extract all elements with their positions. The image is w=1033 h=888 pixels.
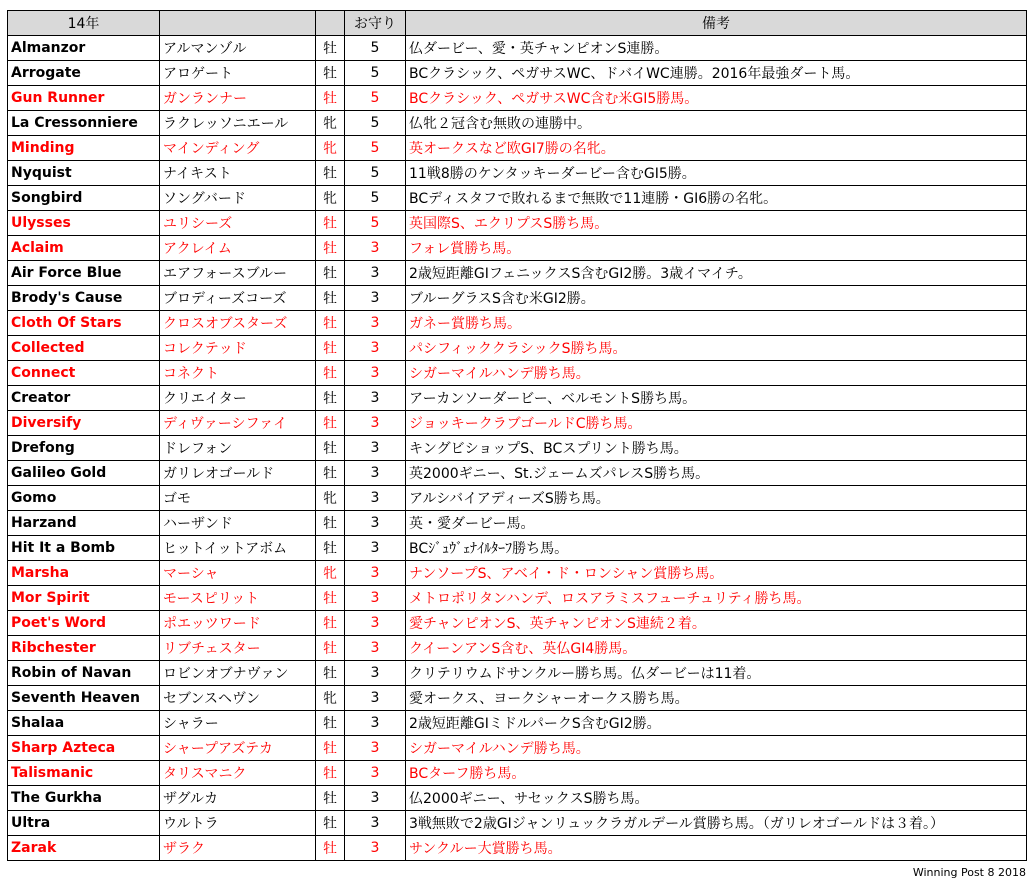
table-row bbox=[8, 261, 1027, 286]
horse-english-name: Songbird bbox=[8, 186, 160, 211]
horse-note: 英オークスなど欧GⅠ7勝の名牝。 bbox=[406, 136, 1027, 161]
table-row bbox=[8, 311, 1027, 336]
horse-japanese-name: ドレフォン bbox=[160, 436, 316, 461]
horse-sex: 牡 bbox=[316, 436, 345, 461]
omamori-value: 3 bbox=[345, 736, 406, 761]
omamori-value: 3 bbox=[345, 286, 406, 311]
omamori-value: 3 bbox=[345, 261, 406, 286]
horse-english-name: Minding bbox=[8, 136, 160, 161]
table-row bbox=[8, 511, 1027, 536]
horse-sex: 牡 bbox=[316, 761, 345, 786]
table-row bbox=[8, 836, 1027, 861]
horse-english-name: Sharp Azteca bbox=[8, 736, 160, 761]
table-row bbox=[8, 661, 1027, 686]
horse-japanese-name: ラクレッソニエール bbox=[160, 111, 316, 136]
horse-japanese-name: シャラー bbox=[160, 711, 316, 736]
horse-sex: 牡 bbox=[316, 611, 345, 636]
horse-sex: 牡 bbox=[316, 161, 345, 186]
omamori-value: 3 bbox=[345, 661, 406, 686]
horse-note: 英2000ギニー、St.ジェームズパレスS勝ち馬。 bbox=[406, 461, 1027, 486]
table-row bbox=[8, 586, 1027, 611]
horse-english-name: Hit It a Bomb bbox=[8, 536, 160, 561]
horse-japanese-name: アルマンゾル bbox=[160, 36, 316, 61]
horse-sex: 牡 bbox=[316, 286, 345, 311]
omamori-value: 3 bbox=[345, 536, 406, 561]
omamori-value: 3 bbox=[345, 786, 406, 811]
omamori-value: 3 bbox=[345, 436, 406, 461]
horse-sex: 牝 bbox=[316, 486, 345, 511]
horse-note: フォレ賞勝ち馬。 bbox=[406, 236, 1027, 261]
horse-sex: 牝 bbox=[316, 561, 345, 586]
omamori-value: 3 bbox=[345, 511, 406, 536]
horse-english-name: Diversify bbox=[8, 411, 160, 436]
omamori-value: 3 bbox=[345, 561, 406, 586]
table-row bbox=[8, 761, 1027, 786]
horse-english-name: Harzand bbox=[8, 511, 160, 536]
horse-note: パシフィッククラシックS勝ち馬。 bbox=[406, 336, 1027, 361]
omamori-value: 3 bbox=[345, 761, 406, 786]
table-row bbox=[8, 486, 1027, 511]
horse-english-name: Nyquist bbox=[8, 161, 160, 186]
horse-sex: 牡 bbox=[316, 211, 345, 236]
horse-english-name: Air Force Blue bbox=[8, 261, 160, 286]
horse-note: サンクルー大賞勝ち馬。 bbox=[406, 836, 1027, 861]
horse-japanese-name: クロスオブスターズ bbox=[160, 311, 316, 336]
horse-japanese-name: ヒットイットアボム bbox=[160, 536, 316, 561]
horse-english-name: Shalaa bbox=[8, 711, 160, 736]
table-row bbox=[8, 36, 1027, 61]
horse-english-name: Ribchester bbox=[8, 636, 160, 661]
horse-japanese-name: リブチェスター bbox=[160, 636, 316, 661]
horse-sex: 牡 bbox=[316, 61, 345, 86]
horse-note: 仏2000ギニー、サセックスS勝ち馬。 bbox=[406, 786, 1027, 811]
horse-note: 11戦8勝のケンタッキーダービー含むGⅠ5勝。 bbox=[406, 161, 1027, 186]
horse-note: ガネー賞勝ち馬。 bbox=[406, 311, 1027, 336]
horse-english-name: Robin of Navan bbox=[8, 661, 160, 686]
horse-english-name: Brody's Cause bbox=[8, 286, 160, 311]
credit-text: Winning Post 8 2018 bbox=[912, 866, 1026, 879]
table-body bbox=[8, 36, 1027, 861]
table-row bbox=[8, 686, 1027, 711]
table-row bbox=[8, 161, 1027, 186]
horse-sex: 牡 bbox=[316, 261, 345, 286]
horse-note: BCターフ勝ち馬。 bbox=[406, 761, 1027, 786]
horse-note: 仏ダービー、愛・英チャンピオンS連勝。 bbox=[406, 36, 1027, 61]
horse-english-name: Zarak bbox=[8, 836, 160, 861]
table-row bbox=[8, 611, 1027, 636]
horse-sex: 牝 bbox=[316, 111, 345, 136]
horse-sex: 牝 bbox=[316, 686, 345, 711]
horse-english-name: La Cressonniere bbox=[8, 111, 160, 136]
horse-japanese-name: エアフォースブルー bbox=[160, 261, 316, 286]
omamori-value: 3 bbox=[345, 486, 406, 511]
horse-sex: 牡 bbox=[316, 511, 345, 536]
horse-sex: 牡 bbox=[316, 86, 345, 111]
horse-japanese-name: ソングバード bbox=[160, 186, 316, 211]
horse-japanese-name: マーシャ bbox=[160, 561, 316, 586]
horse-note: ブルーグラスS含む米GⅠ2勝。 bbox=[406, 286, 1027, 311]
horse-japanese-name: ハーザンド bbox=[160, 511, 316, 536]
horse-note: 仏牝２冠含む無敗の連勝中。 bbox=[406, 111, 1027, 136]
horse-note: シガーマイルハンデ勝ち馬。 bbox=[406, 361, 1027, 386]
horse-table bbox=[7, 10, 1027, 861]
horse-english-name: Aclaim bbox=[8, 236, 160, 261]
horse-japanese-name: ナイキスト bbox=[160, 161, 316, 186]
horse-note: メトロポリタンハンデ、ロスアラミスフューチュリティ勝ち馬。 bbox=[406, 586, 1027, 611]
horse-english-name: Collected bbox=[8, 336, 160, 361]
horse-japanese-name: シャープアズテカ bbox=[160, 736, 316, 761]
horse-sex: 牡 bbox=[316, 811, 345, 836]
horse-sex: 牡 bbox=[316, 661, 345, 686]
horse-japanese-name: コネクト bbox=[160, 361, 316, 386]
horse-note: BCｼﾞｭｳﾞｪﾅｲﾙﾀｰﾌ勝ち馬。 bbox=[406, 536, 1027, 561]
table-row bbox=[8, 711, 1027, 736]
horse-english-name: Talismanic bbox=[8, 761, 160, 786]
horse-note: ナンソープS、アベイ・ド・ロンシャン賞勝ち馬。 bbox=[406, 561, 1027, 586]
horse-sex: 牡 bbox=[316, 236, 345, 261]
horse-japanese-name: マインディング bbox=[160, 136, 316, 161]
horse-english-name: Mor Spirit bbox=[8, 586, 160, 611]
horse-english-name: Connect bbox=[8, 361, 160, 386]
horse-japanese-name: ロビンオブナヴァン bbox=[160, 661, 316, 686]
table-row bbox=[8, 636, 1027, 661]
horse-english-name: Galileo Gold bbox=[8, 461, 160, 486]
horse-sex: 牡 bbox=[316, 311, 345, 336]
horse-sex: 牡 bbox=[316, 411, 345, 436]
horse-sex: 牡 bbox=[316, 836, 345, 861]
horse-english-name: Gun Runner bbox=[8, 86, 160, 111]
horse-japanese-name: タリスマニク bbox=[160, 761, 316, 786]
header-row bbox=[8, 11, 1027, 36]
horse-english-name: Seventh Heaven bbox=[8, 686, 160, 711]
horse-sex: 牡 bbox=[316, 586, 345, 611]
table-row bbox=[8, 336, 1027, 361]
horse-sex: 牝 bbox=[316, 186, 345, 211]
horse-note: ジョッキークラブゴールドC勝ち馬。 bbox=[406, 411, 1027, 436]
omamori-value: 3 bbox=[345, 811, 406, 836]
horse-japanese-name: ゴモ bbox=[160, 486, 316, 511]
horse-japanese-name: ユリシーズ bbox=[160, 211, 316, 236]
horse-sex: 牡 bbox=[316, 386, 345, 411]
horse-note: 英国際S、エクリプスS勝ち馬。 bbox=[406, 211, 1027, 236]
omamori-value: 3 bbox=[345, 836, 406, 861]
horse-english-name: Ultra bbox=[8, 811, 160, 836]
horse-sex: 牡 bbox=[316, 36, 345, 61]
horse-sex: 牡 bbox=[316, 711, 345, 736]
horse-note: BCクラシック、ペガサスWC含む米GⅠ5勝馬。 bbox=[406, 86, 1027, 111]
horse-japanese-name: ポエッツワード bbox=[160, 611, 316, 636]
horse-note: キングビショップS、BCスプリント勝ち馬。 bbox=[406, 436, 1027, 461]
omamori-value: 5 bbox=[345, 36, 406, 61]
horse-note: 愛オークス、ヨークシャーオークス勝ち馬。 bbox=[406, 686, 1027, 711]
table-row bbox=[8, 461, 1027, 486]
omamori-value: 3 bbox=[345, 686, 406, 711]
omamori-value: 3 bbox=[345, 361, 406, 386]
horse-note: 3戦無敗で2歳GⅠジャンリュックラガルデール賞勝ち馬。（ガリレオゴールドは３着。） bbox=[406, 811, 1027, 836]
horse-note: シガーマイルハンデ勝ち馬。 bbox=[406, 736, 1027, 761]
horse-english-name: Arrogate bbox=[8, 61, 160, 86]
omamori-value: 5 bbox=[345, 136, 406, 161]
horse-sex: 牡 bbox=[316, 786, 345, 811]
omamori-value: 3 bbox=[345, 461, 406, 486]
horse-english-name: Ulysses bbox=[8, 211, 160, 236]
horse-japanese-name: ガンランナー bbox=[160, 86, 316, 111]
omamori-value: 3 bbox=[345, 336, 406, 361]
header-notes: 備考 bbox=[406, 11, 1027, 36]
horse-english-name: Almanzor bbox=[8, 36, 160, 61]
horse-japanese-name: アロゲート bbox=[160, 61, 316, 86]
omamori-value: 3 bbox=[345, 711, 406, 736]
horse-sex: 牝 bbox=[316, 136, 345, 161]
horse-english-name: Creator bbox=[8, 386, 160, 411]
horse-english-name: Cloth Of Stars bbox=[8, 311, 160, 336]
horse-japanese-name: ガリレオゴールド bbox=[160, 461, 316, 486]
horse-note: 2歳短距離GⅠミドルパークS含むGⅠ2勝。 bbox=[406, 711, 1027, 736]
omamori-value: 5 bbox=[345, 186, 406, 211]
horse-japanese-name: モースピリット bbox=[160, 586, 316, 611]
header-omamori: お守り bbox=[345, 11, 406, 36]
omamori-value: 3 bbox=[345, 386, 406, 411]
table-row bbox=[8, 111, 1027, 136]
omamori-value: 3 bbox=[345, 636, 406, 661]
omamori-value: 3 bbox=[345, 236, 406, 261]
horse-note: 愛チャンピオンS、英チャンピオンS連続２着。 bbox=[406, 611, 1027, 636]
horse-note: BCクラシック、ペガサスWC、ドバイWC連勝。2016年最強ダート馬。 bbox=[406, 61, 1027, 86]
horse-english-name: Marsha bbox=[8, 561, 160, 586]
omamori-value: 5 bbox=[345, 61, 406, 86]
horse-note: アルシバイアディーズS勝ち馬。 bbox=[406, 486, 1027, 511]
horse-japanese-name: コレクテッド bbox=[160, 336, 316, 361]
horse-japanese-name: ブロディーズコーズ bbox=[160, 286, 316, 311]
horse-sex: 牡 bbox=[316, 361, 345, 386]
table-row bbox=[8, 536, 1027, 561]
horse-sex: 牡 bbox=[316, 461, 345, 486]
table-row bbox=[8, 436, 1027, 461]
omamori-value: 5 bbox=[345, 111, 406, 136]
horse-sex: 牡 bbox=[316, 736, 345, 761]
horse-note: 2歳短距離GⅠフェニックスS含むGⅠ2勝。3歳イマイチ。 bbox=[406, 261, 1027, 286]
horse-note: クイーンアンS含む、英仏GⅠ4勝馬。 bbox=[406, 636, 1027, 661]
table-row bbox=[8, 61, 1027, 86]
horse-japanese-name: ザグルカ bbox=[160, 786, 316, 811]
omamori-value: 3 bbox=[345, 611, 406, 636]
horse-japanese-name: ウルトラ bbox=[160, 811, 316, 836]
table-row bbox=[8, 811, 1027, 836]
header-sex bbox=[316, 11, 345, 36]
horse-japanese-name: アクレイム bbox=[160, 236, 316, 261]
omamori-value: 5 bbox=[345, 161, 406, 186]
horse-japanese-name: ザラク bbox=[160, 836, 316, 861]
horse-note: 英・愛ダービー馬。 bbox=[406, 511, 1027, 536]
omamori-value: 5 bbox=[345, 211, 406, 236]
horse-english-name: Gomo bbox=[8, 486, 160, 511]
header-year: 14年 bbox=[8, 11, 160, 36]
table-row bbox=[8, 561, 1027, 586]
table-row bbox=[8, 411, 1027, 436]
table-row bbox=[8, 236, 1027, 261]
table-row bbox=[8, 361, 1027, 386]
omamori-value: 3 bbox=[345, 411, 406, 436]
table-row bbox=[8, 386, 1027, 411]
horse-english-name: Drefong bbox=[8, 436, 160, 461]
horse-japanese-name: クリエイター bbox=[160, 386, 316, 411]
table-row bbox=[8, 136, 1027, 161]
horse-english-name: Poet's Word bbox=[8, 611, 160, 636]
table-row bbox=[8, 211, 1027, 236]
table-row bbox=[8, 736, 1027, 761]
horse-sex: 牡 bbox=[316, 536, 345, 561]
horse-note: BCディスタフで敗れるまで無敗で11連勝・GⅠ6勝の名牝。 bbox=[406, 186, 1027, 211]
horse-note: アーカンソーダービー、ベルモントS勝ち馬。 bbox=[406, 386, 1027, 411]
table-row bbox=[8, 86, 1027, 111]
horse-japanese-name: セブンスヘヴン bbox=[160, 686, 316, 711]
header-japanese-name bbox=[160, 11, 316, 36]
omamori-value: 5 bbox=[345, 86, 406, 111]
horse-english-name: The Gurkha bbox=[8, 786, 160, 811]
table-row bbox=[8, 786, 1027, 811]
table-row bbox=[8, 186, 1027, 211]
table-row bbox=[8, 286, 1027, 311]
horse-japanese-name: ディヴァーシファイ bbox=[160, 411, 316, 436]
horse-note: クリテリウムドサンクルー勝ち馬。仏ダービーは11着。 bbox=[406, 661, 1027, 686]
horse-sex: 牡 bbox=[316, 636, 345, 661]
omamori-value: 3 bbox=[345, 586, 406, 611]
omamori-value: 3 bbox=[345, 311, 406, 336]
horse-sex: 牡 bbox=[316, 336, 345, 361]
